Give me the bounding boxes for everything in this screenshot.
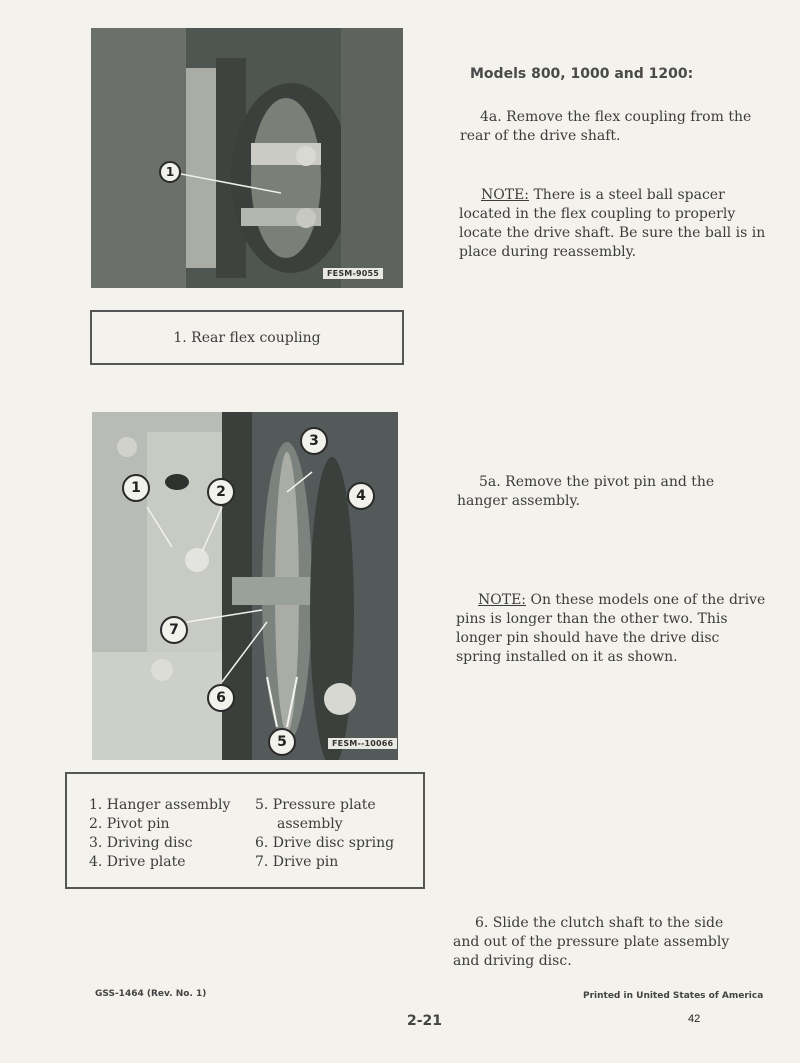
callout-2: 2 — [207, 478, 235, 506]
legend-item: 7. Drive pin — [255, 854, 339, 870]
note-body: There is a steel ball spacer located in the flex coupling to properly locate the drive shaft. Be sure the ball is in place during reassembly. — [459, 187, 766, 260]
legend-item: 6. Drive disc spring — [255, 835, 395, 851]
legend-item: 5. Pressure plate — [255, 797, 376, 813]
step-4a: 4a. Remove the flex coupling from the rear of the drive shaft. — [460, 109, 752, 144]
document-id: GSS-1464 (Rev. No. 1) — [95, 989, 207, 999]
step-6: 6. Slide the clutch shaft to the side and out of the pressure plate assembly and driving disc. — [453, 915, 730, 969]
clutch-assembly-photo — [92, 412, 398, 760]
callout-6: 6 — [207, 684, 235, 712]
figure1-caption-box — [90, 310, 404, 365]
note-label: NOTE: — [478, 592, 527, 608]
figure1-caption: 1. Rear flex coupling — [173, 330, 321, 346]
legend-item: assembly — [277, 816, 343, 832]
note-1 — [459, 186, 769, 262]
scan-page-number: 42 — [688, 1013, 701, 1025]
legend-item: 4. Drive plate — [89, 854, 186, 870]
legend-item: 3. Driving disc — [89, 835, 193, 851]
legend-item: 2. Pivot pin — [89, 816, 170, 832]
photo-tag: FESM-9055 — [323, 268, 383, 279]
photo-tag: FESM--10066 — [328, 738, 397, 749]
note-label: NOTE: — [481, 187, 530, 203]
section-heading: Models 800, 1000 and 1200: — [470, 66, 694, 82]
note-body: On these models one of the drive pins is longer than the other two. This longer pin should have the drive disc spring installed on it as shown. — [456, 592, 766, 665]
callout-7: 7 — [160, 616, 188, 644]
step-5a: 5a. Remove the pivot pin and the hanger assembly. — [457, 474, 715, 509]
flex-coupling-photo — [91, 28, 403, 288]
print-notice: Printed in United States of America — [583, 991, 764, 1001]
callout-5: 5 — [268, 728, 296, 756]
legend-right-column — [255, 796, 394, 872]
callout-3: 3 — [300, 427, 328, 455]
callout-1: 1 — [122, 474, 150, 502]
page-number: 2-21 — [407, 1013, 443, 1029]
callout-4: 4 — [347, 482, 375, 510]
legend-item: 1. Hanger assembly — [89, 797, 231, 813]
callout-1: 1 — [159, 161, 181, 183]
figure2-legend-box — [65, 772, 425, 889]
legend-left-column — [89, 796, 230, 872]
note-2 — [456, 591, 766, 667]
